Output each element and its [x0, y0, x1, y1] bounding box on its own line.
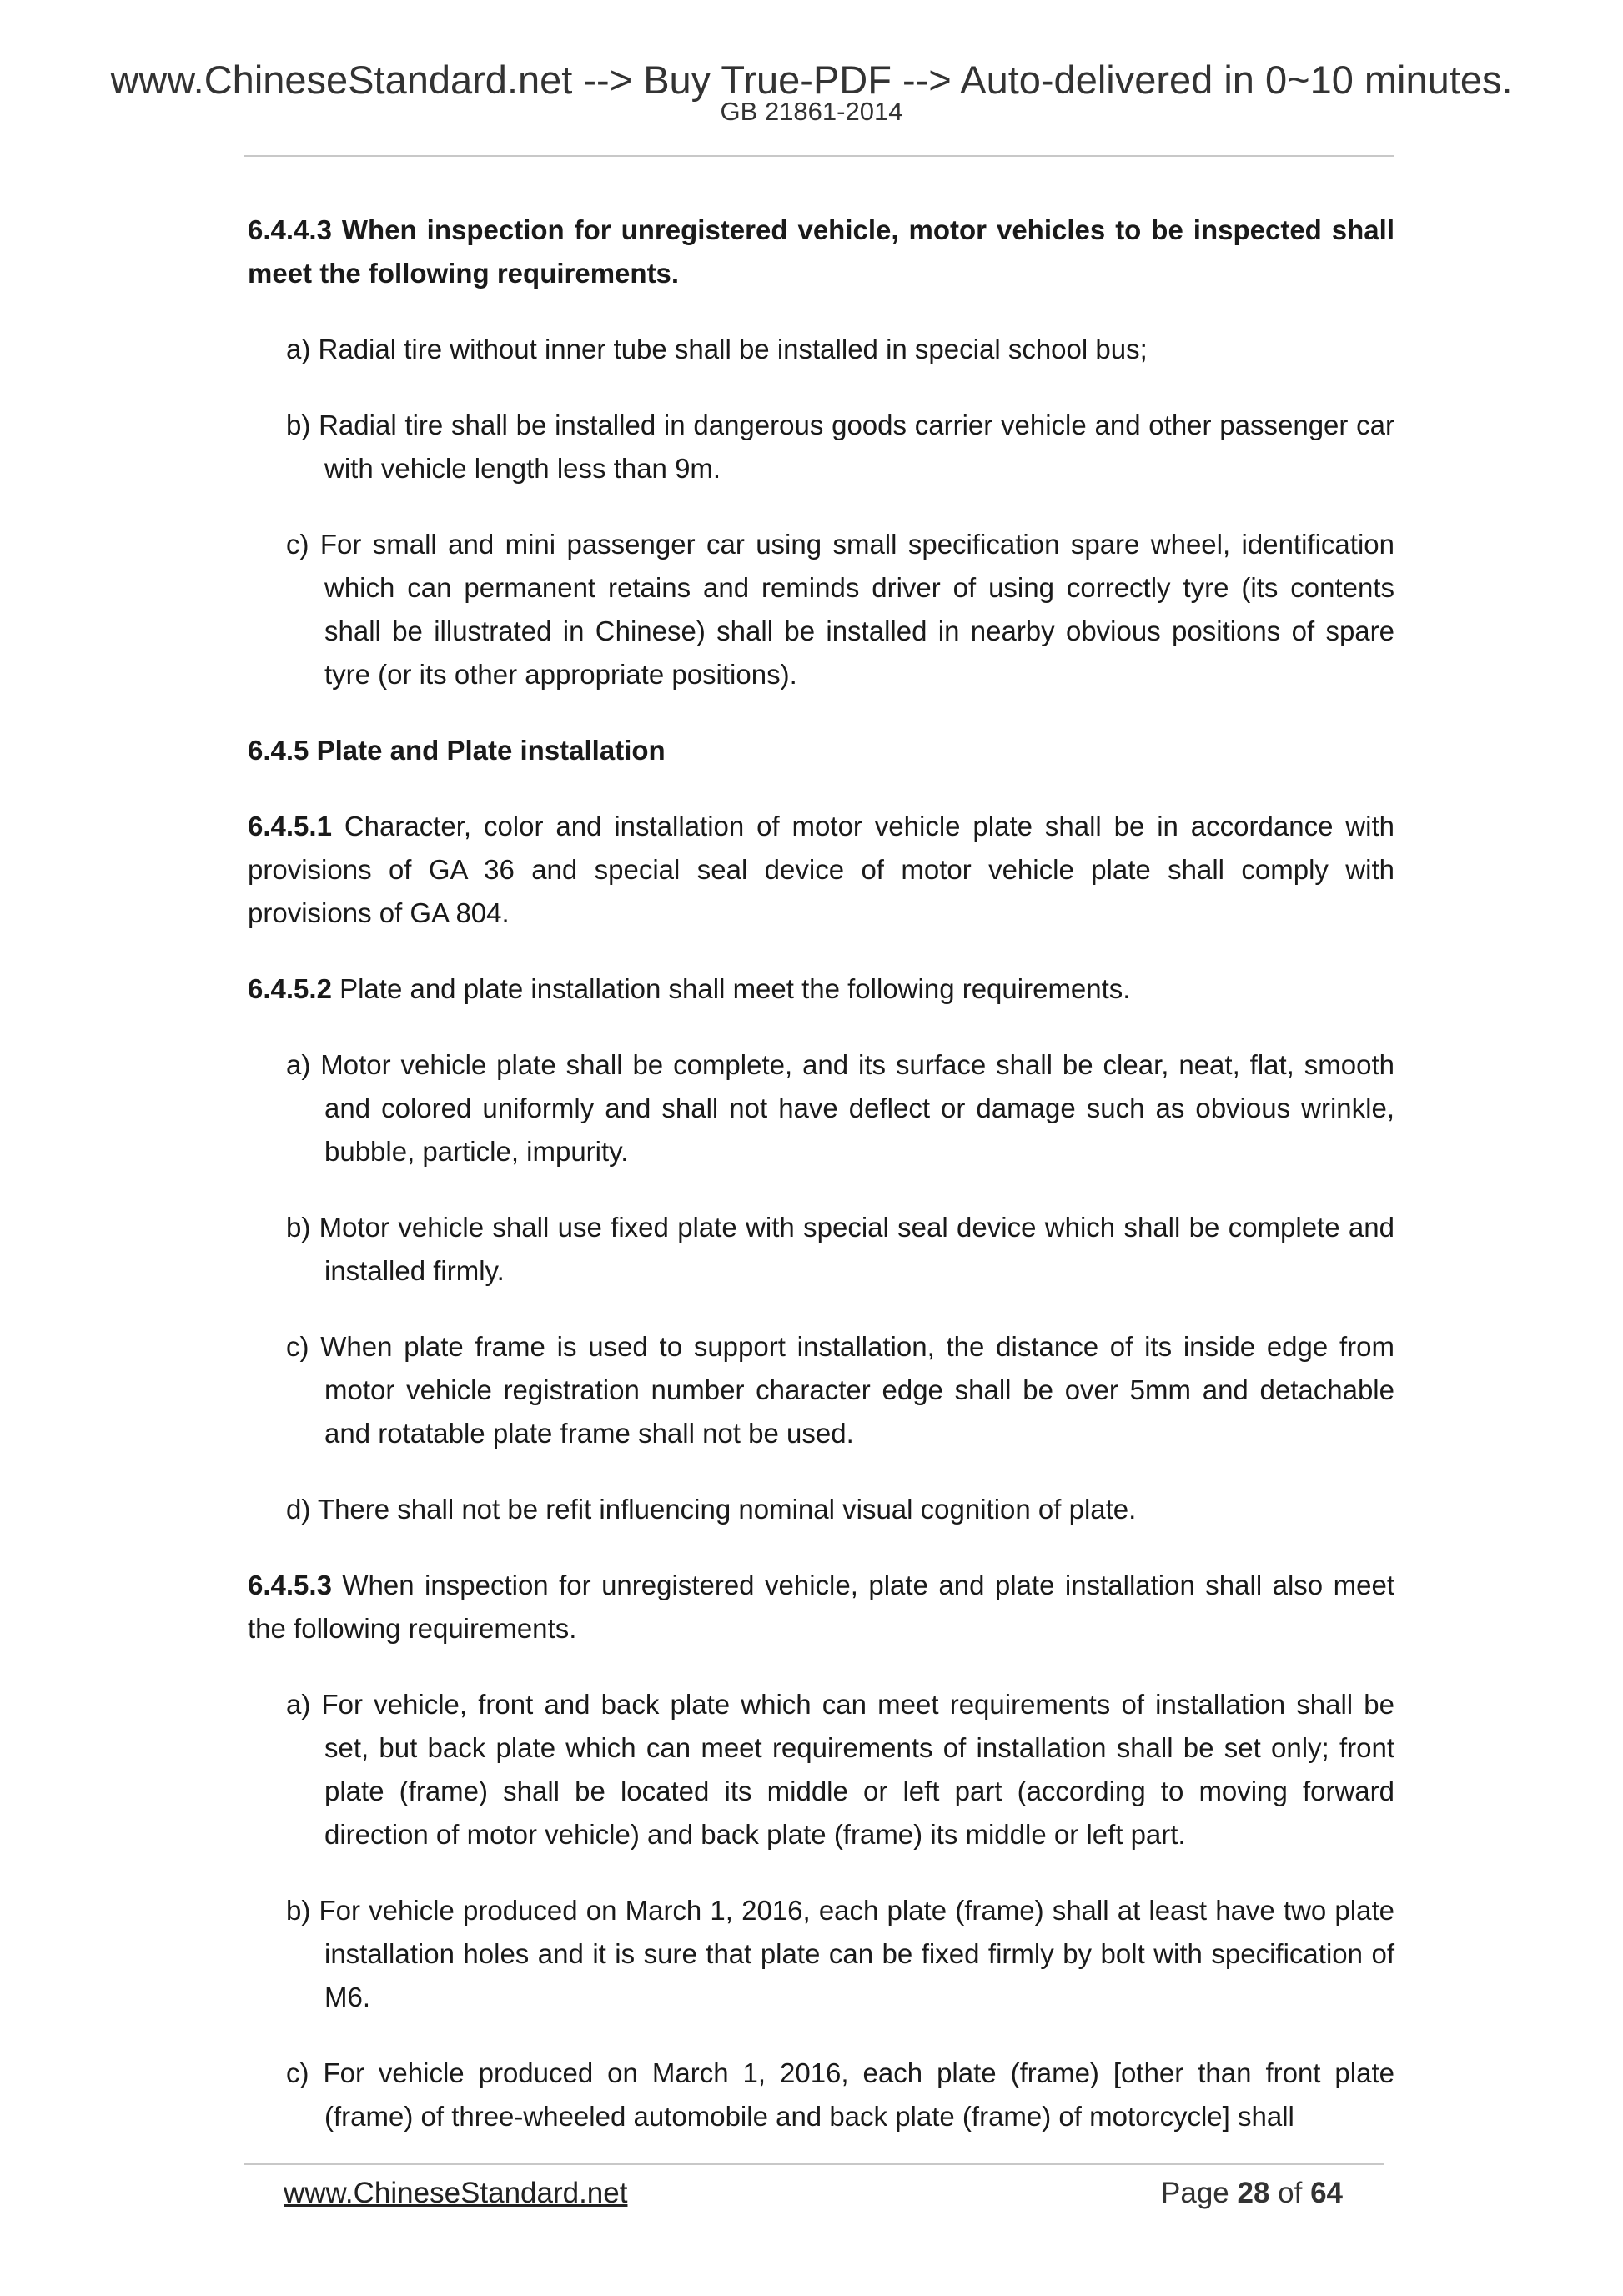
- clause-6-4-4-3-item-c: c) For small and mini passenger car using small specification spare wheel, identification which can permanent retains and reminds driver of using correctly tyre (its contents shall be illustrated in Chinese) shall be installed in nearby obvious positions of spare tyre (or its other appropriate positions).: [286, 529, 1394, 690]
- clause-number: 6.4.5.1: [248, 811, 332, 842]
- clause-6-4-5-2-item-c: c) When plate frame is used to support installation, the distance of its inside edge from motor vehicle registration number character edge shall be over 5mm and detachable and rotatable plate frame shall not be used.: [286, 1331, 1394, 1449]
- footer-divider: [244, 2163, 1384, 2165]
- document-body: [248, 208, 1394, 2171]
- clause-6-4-4-3: 6.4.4.3 When inspection for unregistered vehicle, motor vehicles to be inspected shall meet the following requirements.: [248, 214, 1394, 289]
- page-mid: of: [1269, 2177, 1311, 2209]
- clause-6-4-5-3: [248, 1564, 1394, 1650]
- page-current: 28: [1237, 2177, 1270, 2209]
- header-divider: [244, 155, 1394, 157]
- clause-6-4-5-2-item-b: b) Motor vehicle shall use fixed plate with special seal device which shall be complete and installed firmly.: [286, 1212, 1394, 1286]
- page-indicator: [1161, 2175, 1343, 2212]
- clause-6-4-5-3-item-c: c) For vehicle produced on March 1, 2016, each plate (frame) [other than front plate (frame) of three-wheeled automobile and back plate (frame) of motorcycle] shall: [286, 2057, 1394, 2132]
- clause-6-4-5-3-item-b: b) For vehicle produced on March 1, 2016, each plate (frame) shall at least have two plate installation holes and it is sure that plate can be fixed firmly by bolt with specification of M6.: [286, 1895, 1394, 2012]
- clause-6-4-4-3-item-a: a) Radial tire without inner tube shall be installed in special school bus;: [286, 334, 1148, 364]
- standard-code: GB 21861-2014: [720, 97, 903, 126]
- clause-6-4-5-2-item-a: a) Motor vehicle plate shall be complete, and its surface shall be clear, neat, flat, smooth and colored uniformly and shall not have deflect or damage such as obvious wrinkle, bubble, particle, impurity.: [286, 1049, 1394, 1167]
- clause-number: 6.4.5.3: [248, 1570, 332, 1600]
- clause-6-4-5-1: [248, 805, 1394, 935]
- clause-6-4-5-3-item-a: a) For vehicle, front and back plate which can meet requirements of installation shall be set, but back plate which can meet requirements of installation shall be set only; front plate (frame) shall be located its middle or left part (according to moving forward direction of motor vehicle) and back plate (frame) its middle or left part.: [286, 1689, 1394, 1850]
- page-total: 64: [1310, 2177, 1343, 2209]
- header-banner: www.ChineseStandard.net --> Buy True-PDF --> Auto-delivered in 0~10 minutes.: [110, 58, 1513, 102]
- clause-number: 6.4.5.2: [248, 973, 332, 1004]
- clause-6-4-5-2-item-d: d) There shall not be refit influencing nominal visual cognition of plate.: [286, 1494, 1137, 1525]
- section-heading-6-4-5: 6.4.5 Plate and Plate installation: [248, 735, 666, 766]
- clause-text: When inspection for unregistered vehicle, plate and plate installation shall also meet the following requirements.: [248, 1570, 1394, 1644]
- clause-6-4-4-3-item-b: b) Radial tire shall be installed in dangerous goods carrier vehicle and other passenger car with vehicle length less than 9m.: [286, 409, 1394, 484]
- clause-text: Character, color and installation of motor vehicle plate shall be in accordance with provisions of GA 36 and special seal device of motor vehicle plate shall comply with provisions of GA 804.: [248, 811, 1394, 928]
- footer-website-link[interactable]: www.ChineseStandard.net: [284, 2177, 628, 2209]
- page-prefix: Page: [1161, 2177, 1238, 2209]
- clause-text: Plate and plate installation shall meet the following requirements.: [331, 973, 1131, 1004]
- clause-6-4-5-2: [248, 967, 1394, 1011]
